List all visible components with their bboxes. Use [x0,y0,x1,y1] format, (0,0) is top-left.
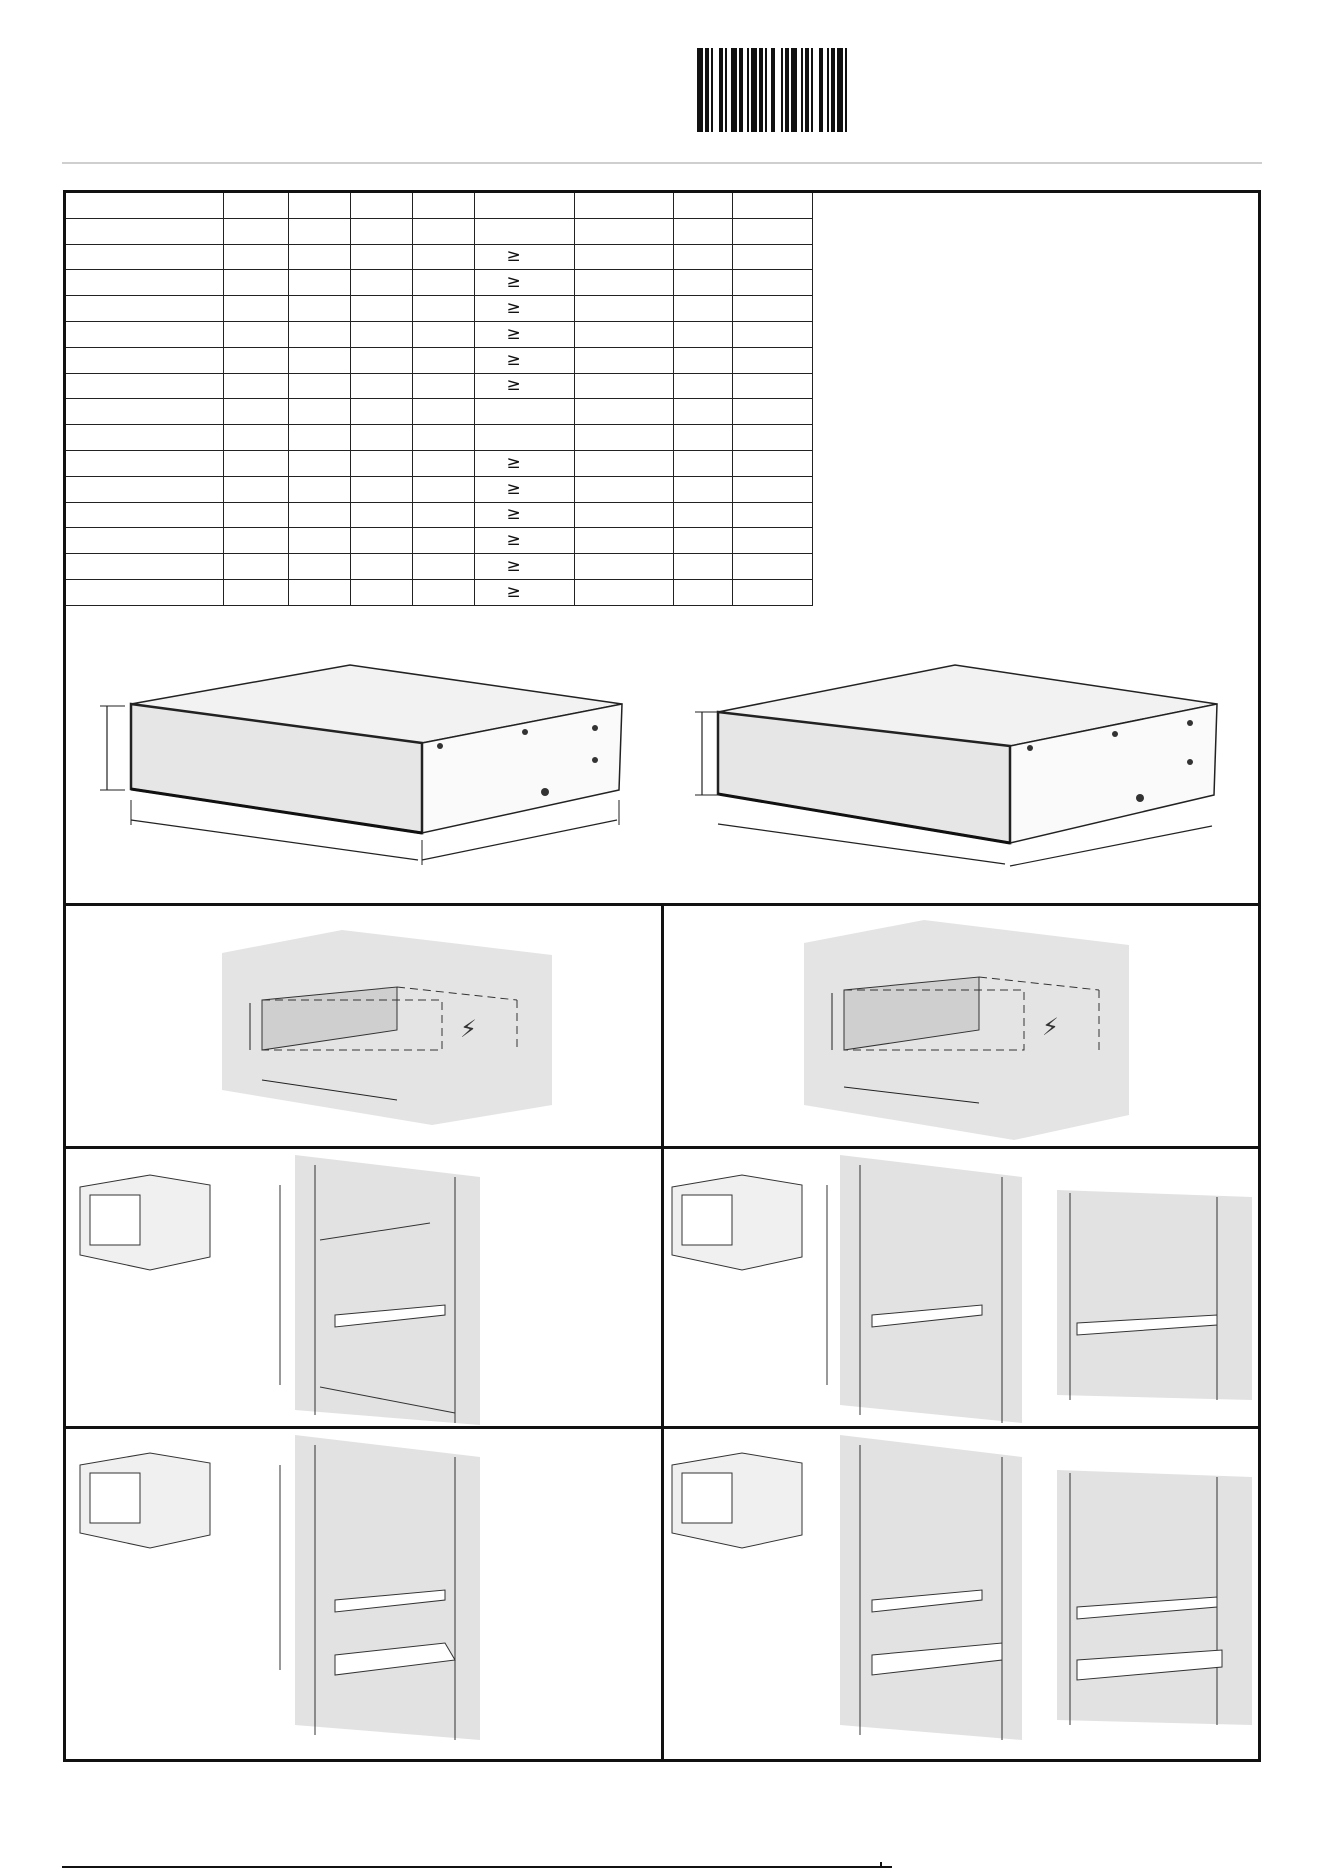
spec-table-cell [732,244,812,270]
spec-table-cell [288,218,350,244]
spec-table-cell [350,502,412,528]
barcode-graphic [697,48,927,132]
spec-table-cell [223,347,288,373]
spec-table-cell [574,193,673,218]
spec-table-cell [574,373,673,399]
spec-table-cell [66,270,223,296]
spec-table-cell [732,502,812,528]
spec-table [66,193,813,606]
spec-table-cell [223,296,288,322]
spec-table-cell [350,296,412,322]
lightning-icon: ⚡ [1042,1013,1059,1041]
spec-table-cell: ≥ [474,502,574,528]
spec-table-cell [66,528,223,554]
barcode-bar [811,48,813,132]
spec-table-cell [732,347,812,373]
spec-table-cell [350,321,412,347]
spec-table-cell [223,476,288,502]
spec-table-cell [673,296,732,322]
spec-table-cell [474,399,574,425]
spec-table-cell [574,321,673,347]
spec-table-cell [673,425,732,451]
spec-table-cell [350,244,412,270]
spec-table-cell [732,270,812,296]
spec-table-cell [66,296,223,322]
barcode-bar [747,48,749,132]
spec-table-cell [223,579,288,605]
spec-table-cell [66,476,223,502]
barcode-bar [805,48,809,132]
spec-table-cell [673,502,732,528]
spec-table-cell [350,579,412,605]
spec-table-cell [574,347,673,373]
spec-table-cell: ≥ [474,270,574,296]
spec-table-cell [66,579,223,605]
spec-table-cell [673,554,732,580]
spec-table-cell [412,554,474,580]
spec-table-cell [412,193,474,218]
spec-table-cell: ≥ [474,296,574,322]
spec-table-cell [732,579,812,605]
spec-table-row [66,502,812,528]
barcode-bar [819,48,823,132]
spec-table-cell [223,502,288,528]
barcode-bar [831,48,835,132]
spec-table-cell [732,193,812,218]
spec-table-cell [574,296,673,322]
spec-table-cell [673,244,732,270]
barcode-bar [751,48,757,132]
spec-table-cell [673,347,732,373]
spec-table-cell [732,373,812,399]
spec-table-row [66,193,812,218]
spec-table-cell [412,347,474,373]
spec-table-cell [412,502,474,528]
spec-table-cell [288,425,350,451]
spec-table-cell [66,321,223,347]
barcode-bar [697,48,703,132]
spec-table-row [66,270,812,296]
spec-table-cell [66,373,223,399]
spec-table-cell [574,579,673,605]
spec-table-cell [66,244,223,270]
spec-table-cell: ≥ [474,373,574,399]
spec-table-cell [223,321,288,347]
spec-table-cell [223,528,288,554]
spec-table-cell [732,296,812,322]
spec-table-cell [412,321,474,347]
install-figure-2 [672,1155,1257,1425]
spec-table-cell [288,476,350,502]
spec-table-cell [66,502,223,528]
spec-table-cell [223,270,288,296]
spec-table-row [66,554,812,580]
spec-table-cell [66,218,223,244]
spec-table-row [66,321,812,347]
barcode-bar [785,48,789,132]
spec-table-row [66,399,812,425]
spec-table-cell [288,579,350,605]
spec-table-cell: ≥ [474,476,574,502]
spec-table-cell [732,399,812,425]
spec-table-cell [412,244,474,270]
barcode-bar [725,48,727,132]
spec-table-cell [673,193,732,218]
spec-table-cell [350,476,412,502]
spec-table-row [66,373,812,399]
install-figure-3 [80,1435,650,1745]
spec-table-cell [288,244,350,270]
spec-table-cell [223,554,288,580]
spec-table-cell [732,218,812,244]
spec-table-cell [412,296,474,322]
spec-table-cell [288,321,350,347]
spec-table-cell [732,321,812,347]
spec-table-cell [574,502,673,528]
spec-table-cell [412,399,474,425]
spec-table-cell [574,218,673,244]
spec-table-cell [412,425,474,451]
spec-table-cell [732,476,812,502]
spec-table-cell [66,450,223,476]
barcode-bar [719,48,723,132]
spec-table-cell [732,554,812,580]
spec-table-cell [732,450,812,476]
spec-table-cell [673,218,732,244]
spec-table-row [66,244,812,270]
barcode-bar [711,48,713,132]
spec-table-cell [288,450,350,476]
barcode-bar [705,48,709,132]
spec-table-cell [350,373,412,399]
spec-table-cell [574,425,673,451]
spec-table-cell: ≥ [474,347,574,373]
spec-table-cell [412,579,474,605]
spec-table-row [66,450,812,476]
barcode-bar [801,48,803,132]
spec-table-cell [574,270,673,296]
spec-table-row [66,528,812,554]
barcode-bar [771,48,775,132]
spec-table-cell [732,425,812,451]
spec-table-cell: ≥ [474,244,574,270]
footer-rule [62,1866,892,1868]
spec-table-cell [574,450,673,476]
warming-drawer-large-figure [690,660,1230,875]
spec-table-cell [288,270,350,296]
spec-table-cell [350,218,412,244]
spec-table-cell [288,347,350,373]
spec-table-cell [474,193,574,218]
barcode-bar [827,48,829,132]
spec-table-row [66,296,812,322]
lightning-icon: ⚡ [460,1015,477,1043]
barcode-bar [837,48,843,132]
barcode-bar [791,48,797,132]
spec-table-cell: ≥ [474,554,574,580]
spec-table-cell [350,270,412,296]
spec-table-cell [350,528,412,554]
spec-table-row [66,347,812,373]
spec-table-cell [66,347,223,373]
spec-table-cell [288,554,350,580]
spec-table-cell: ≥ [474,579,574,605]
spec-table-cell [474,425,574,451]
spec-table-row [66,218,812,244]
spec-table-cell [574,476,673,502]
spec-table-cell [350,554,412,580]
spec-table-cell [223,425,288,451]
spec-table-cell [66,425,223,451]
spec-table-cell [673,476,732,502]
spec-table-cell [288,373,350,399]
spec-table-cell [574,399,673,425]
spec-table-cell [673,528,732,554]
spec-table-cell [412,528,474,554]
spec-table-cell [223,244,288,270]
niche-left-figure [222,925,562,1125]
spec-table-cell [673,373,732,399]
spec-table-cell [66,554,223,580]
barcode-bar [739,48,743,132]
spec-table-cell [574,554,673,580]
spec-table-cell [288,502,350,528]
spec-table-cell [574,244,673,270]
spec-table-cell [673,321,732,347]
spec-table-row [66,476,812,502]
spec-table-cell [288,296,350,322]
spec-table-cell [66,193,223,218]
spec-table-cell [223,373,288,399]
spec-table-cell [223,399,288,425]
spec-table-cell [412,373,474,399]
spec-table-cell [412,270,474,296]
barcode-bar [765,48,767,132]
spec-table-cell [732,528,812,554]
install-figure-1 [80,1155,650,1425]
spec-table-cell [673,399,732,425]
spec-table-cell [350,425,412,451]
spec-table-cell [223,218,288,244]
footer-tick [880,1862,896,1868]
spec-table-cell [673,450,732,476]
barcode-bar [781,48,783,132]
column-divider [661,905,664,1759]
spec-table-row [66,579,812,605]
spec-table-cell [223,193,288,218]
spec-table-cell [288,399,350,425]
header-divider [62,162,1262,164]
warming-drawer-small-figure [95,660,635,870]
spec-table-cell [350,347,412,373]
spec-table-cell [412,218,474,244]
spec-table-cell [412,450,474,476]
spec-table-row [66,425,812,451]
spec-table-cell [350,399,412,425]
spec-table-cell [673,270,732,296]
spec-table-cell [288,193,350,218]
barcode-bar [759,48,763,132]
install-figure-4 [672,1435,1257,1745]
barcode-bar [731,48,737,132]
spec-table-cell [66,399,223,425]
spec-table-cell [350,450,412,476]
spec-table-cell [474,218,574,244]
spec-table-cell: ≥ [474,321,574,347]
spec-table-cell [223,450,288,476]
spec-table-cell [673,579,732,605]
spec-table-cell: ≥ [474,528,574,554]
barcode-bar [845,48,847,132]
spec-table-cell [350,193,412,218]
niche-right-figure [804,915,1144,1145]
spec-table-cell [574,528,673,554]
spec-table-cell [288,528,350,554]
spec-table-cell: ≥ [474,450,574,476]
spec-table-cell [412,476,474,502]
